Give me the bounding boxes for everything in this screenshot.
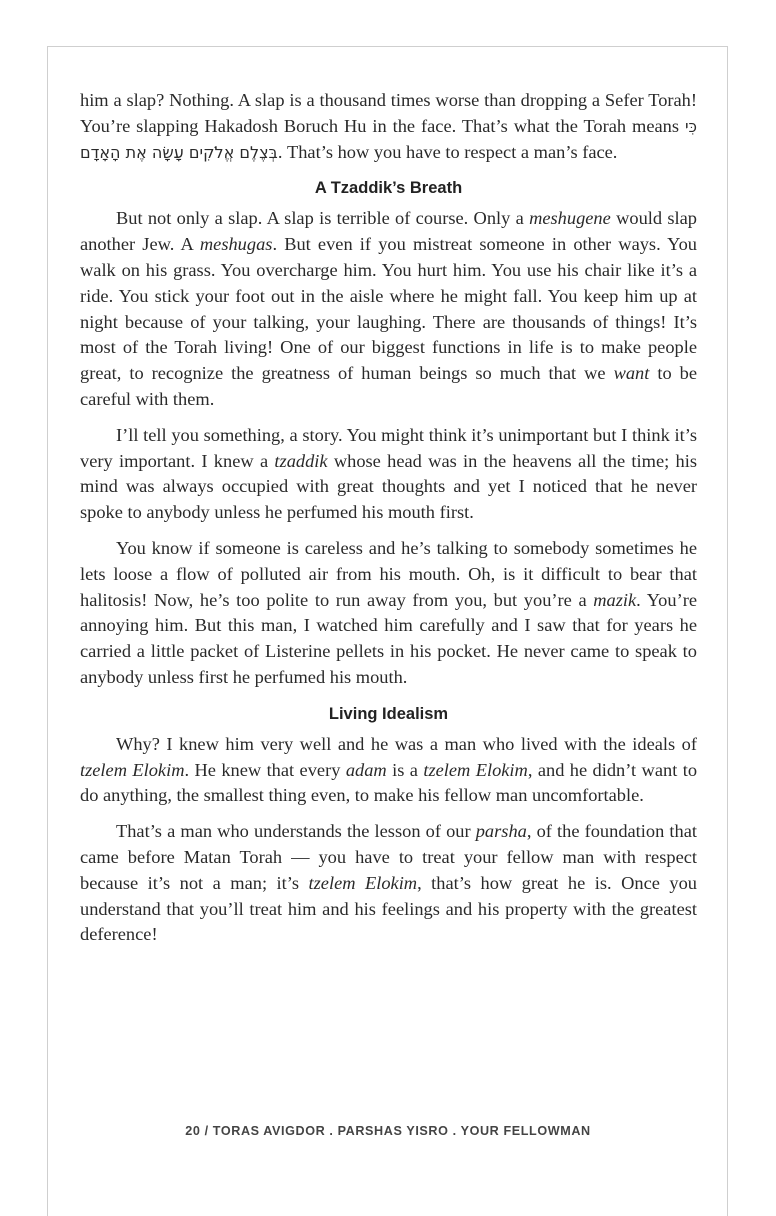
text-run: . But even if you mistreat someone in other ways. You walk on his grass. You overcharge him. You hurt him. You use his chair like it’s a ride. You stick your foot out in the aisle where he might fall. You keep him up at night because of your talking, your laughing. There are thousands of things! It’s most of the Torah living! One of our biggest functions in life is to make people great, to recognize the greatness of human beings so much that we [80, 234, 697, 384]
italic-term: mazik [593, 589, 637, 610]
italic-term: meshugas [199, 234, 273, 255]
paragraph [80, 732, 697, 809]
text-run: But not only a slap. A slap is terrible of course. Only a [116, 208, 530, 229]
italic-term: adam [345, 759, 387, 780]
section-heading: Living Idealism [328, 704, 449, 723]
text-run: That’s a man who understands the lesson of our [116, 821, 476, 842]
text-run: . That’s how you have to respect a man’s face. [277, 141, 618, 162]
italic-term: parsha [475, 821, 527, 842]
text-run: . He knew that every [184, 759, 346, 780]
page-body [80, 88, 697, 958]
italic-term: tzelem Elokim [308, 872, 418, 893]
italic-term: tzelem Elokim [80, 759, 185, 780]
text-run: , that’s how great he is. Once you understand that you’ll treat him and his feelings and his property with the greatest deference! [80, 872, 697, 945]
hebrew-quote: כִּי בְּצֶלֶם אֱלֹקִים עָשָׂה אֶת הָאָדָם [80, 116, 697, 162]
paragraph [80, 423, 697, 526]
text-run: to be careful with them. [80, 363, 698, 409]
page-footer: 20 / TORAS AVIGDOR . PARSHAS YISRO . YOUR FELLOWMAN [185, 1124, 591, 1138]
text-run: You know if someone is careless and he’s talking to somebody sometimes he lets loose a flow of polluted air from his mouth. Oh, is it difficult to bear that halitosis! Now, he’s too polite to run away from you, but you’re a [80, 537, 697, 610]
paragraph [80, 819, 697, 948]
italic-term: meshugene [529, 208, 611, 229]
text-run: , and he didn’t want to do anything, the smallest thing even, to make his fellow man uncomfortable. [80, 759, 698, 806]
paragraph [80, 536, 697, 691]
text-run: whose head was in the heavens all the time; his mind was always occupied with great thoughts and yet I noticed that he never spoke to anybody unless he perfumed his mouth first. [80, 450, 697, 523]
italic-term: want [613, 363, 650, 384]
text-run: Why? I knew him very well and he was a man who lived with the ideals of [116, 733, 697, 754]
text-run: . You’re annoying him. But this man, I watched him carefully and I saw that for years he carried a little packet of Listerine pellets in his pocket. He never came to speak to anybody unless first he perfumed his mouth. [80, 589, 697, 687]
paragraph [80, 206, 697, 412]
italic-term: tzaddik [274, 450, 328, 471]
italic-term: tzelem Elokim [423, 759, 528, 780]
text-run: I’ll tell you something, a story. You might think it’s unimportant but I think it’s very important. I knew a [80, 424, 697, 471]
text-run: , of the foundation that came before Matan Torah — you have to treat your fellow man with respect because it’s not a man; it’s [80, 821, 697, 893]
text-run: is a [386, 759, 424, 780]
text-run: him a slap? Nothing. A slap is a thousand times worse than dropping a Sefer Torah! You’re slapping Hakadosh Boruch Hu in the face. That’s what the Torah means [80, 90, 697, 136]
text-run: would slap another Jew. A [80, 208, 697, 255]
section-heading: A Tzaddik’s Breath [314, 179, 463, 198]
paragraph [80, 88, 697, 165]
